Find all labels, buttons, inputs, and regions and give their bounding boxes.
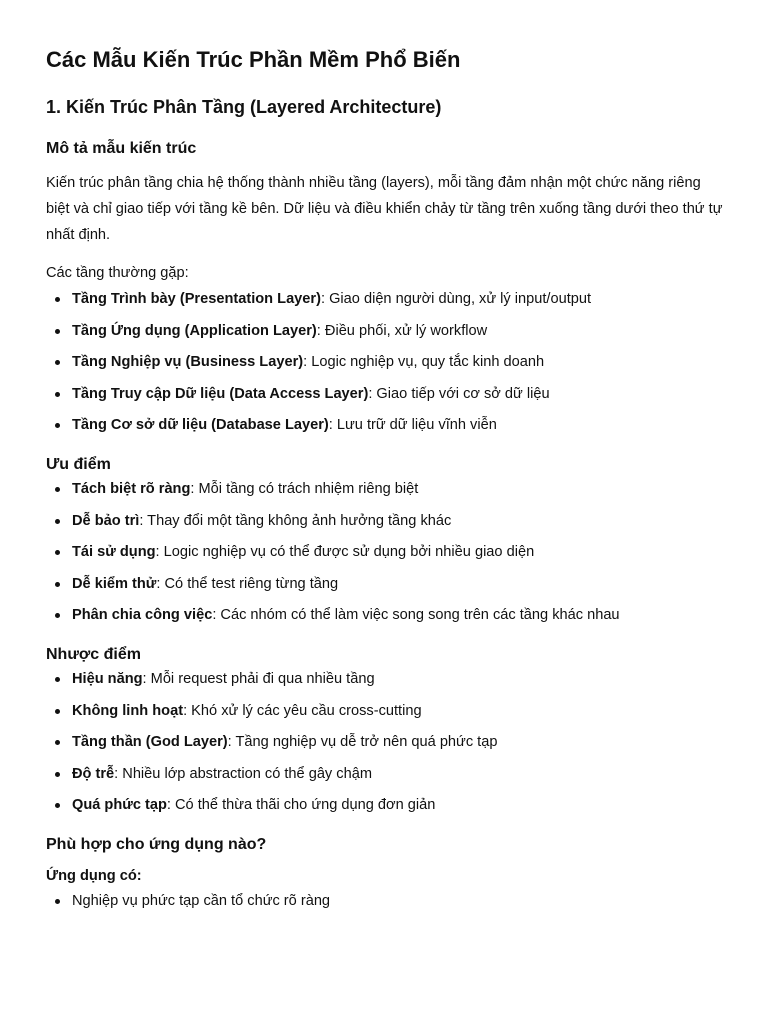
bullet-icon — [55, 677, 60, 682]
bullet-icon — [55, 392, 60, 397]
bullet-icon — [55, 803, 60, 808]
item-term: Tầng Truy cập Dữ liệu (Data Access Layer) — [72, 385, 369, 402]
document-title: Các Mẫu Kiến Trúc Phần Mềm Phổ Biến — [46, 47, 461, 72]
layers-list-item — [46, 381, 726, 407]
bullet-icon — [55, 740, 60, 745]
pros-list — [46, 476, 726, 628]
layers-list — [46, 286, 726, 438]
item-term: Tách biệt rõ ràng — [72, 481, 191, 497]
item-text: : Logic nghiệp vụ có thể được sử dụng bởi nhiều giao diện — [155, 544, 535, 560]
cons-heading: Nhược điểm — [46, 646, 141, 663]
item-text: : Điều phối, xử lý workflow — [316, 322, 488, 339]
cons-list-item — [46, 761, 726, 787]
pros-list-item — [46, 476, 726, 502]
cons-list — [46, 666, 726, 818]
bullet-icon — [55, 582, 60, 587]
cons-list-item — [46, 666, 726, 692]
bullet-icon — [55, 519, 60, 524]
description-line: biệt và chỉ giao tiếp với tầng kề bên. Dữ liệu và điều khiển chảy từ tầng trên xuống tầng dưới theo thứ tự — [46, 201, 723, 217]
description-line: Kiến trúc phân tầng chia hệ thống thành nhiều tầng (layers), mỗi tầng đảm nhận một chức năng riêng — [46, 175, 701, 191]
fit-subheading: Ứng dụng có: — [46, 868, 142, 884]
item-text: : Khó xử lý các yêu cầu cross-cutting — [183, 702, 422, 719]
item-text: : Logic nghiệp vụ, quy tắc kinh doanh — [303, 354, 545, 370]
fit-list-item — [46, 888, 726, 914]
fit-list — [46, 888, 726, 914]
layers-list-item — [46, 286, 726, 312]
item-term: Tái sử dụng — [72, 544, 156, 560]
pros-heading: Ưu điểm — [46, 456, 111, 473]
item-term: Độ trễ — [72, 765, 115, 782]
item-text: : Có thể test riêng từng tầng — [156, 575, 339, 592]
bullet-icon — [55, 550, 60, 555]
description-line: nhất định. — [46, 227, 111, 243]
cons-list-item — [46, 698, 726, 724]
bullet-icon — [55, 423, 60, 428]
pros-list-item — [46, 571, 726, 597]
section-title: 1. Kiến Trúc Phân Tầng (Layered Architecture) — [46, 97, 442, 117]
item-text: Nghiệp vụ phức tạp cần tổ chức rõ ràng — [72, 893, 331, 909]
item-term: Dễ bảo trì — [72, 512, 140, 529]
pros-list-item — [46, 602, 726, 628]
bullet-icon — [55, 899, 60, 904]
layers-list-item — [46, 318, 726, 344]
item-text: : Nhiều lớp abstraction có thể gây chậm — [114, 765, 372, 782]
item-text: : Có thể thừa thãi cho ứng dụng đơn giản — [166, 797, 436, 813]
item-term: Tầng Ứng dụng (Application Layer) — [72, 322, 317, 339]
bullet-icon — [55, 772, 60, 777]
item-text: : Lưu trữ dữ liệu vĩnh viễn — [328, 417, 497, 433]
item-term: Hiệu năng — [72, 671, 143, 687]
item-text: : Mỗi tầng có trách nhiệm riêng biệt — [190, 481, 419, 497]
item-term: Tầng Cơ sở dữ liệu (Database Layer) — [72, 417, 329, 433]
item-text: : Mỗi request phải đi qua nhiều tầng — [142, 671, 375, 687]
description-heading: Mô tả mẫu kiến trúc — [46, 140, 197, 157]
bullet-icon — [55, 360, 60, 365]
cons-list-item — [46, 729, 726, 755]
item-term: Quá phức tạp — [72, 797, 167, 813]
bullet-icon — [55, 709, 60, 714]
document-page — [46, 44, 726, 920]
bullet-icon — [55, 297, 60, 302]
description-paragraph — [46, 170, 726, 248]
layers-list-item — [46, 412, 726, 438]
pros-list-item — [46, 539, 726, 565]
bullet-icon — [55, 487, 60, 492]
bullet-icon — [55, 329, 60, 334]
fit-heading: Phù hợp cho ứng dụng nào? — [46, 836, 267, 853]
item-text: : Tầng nghiệp vụ dễ trở nên quá phức tạp — [227, 734, 498, 750]
layers-list-item — [46, 349, 726, 375]
bullet-icon — [55, 613, 60, 618]
layers-intro: Các tầng thường gặp: — [46, 265, 189, 281]
item-term: Phân chia công việc — [72, 607, 213, 623]
item-term: Tầng Trình bày (Presentation Layer) — [72, 291, 321, 307]
pros-list-item — [46, 508, 726, 534]
item-text: : Giao tiếp với cơ sở dữ liệu — [368, 385, 550, 402]
item-term: Dễ kiểm thử — [72, 575, 157, 592]
item-text: : Các nhóm có thể làm việc song song trên các tầng khác nhau — [212, 607, 620, 623]
item-text: : Giao diện người dùng, xử lý input/output — [320, 291, 592, 307]
item-term: Tầng Nghiệp vụ (Business Layer) — [72, 354, 304, 370]
item-term: Tầng thần (God Layer) — [72, 734, 228, 750]
cons-list-item — [46, 792, 726, 818]
item-text: : Thay đổi một tầng không ảnh hưởng tầng khác — [139, 512, 452, 529]
item-term: Không linh hoạt — [72, 702, 184, 719]
